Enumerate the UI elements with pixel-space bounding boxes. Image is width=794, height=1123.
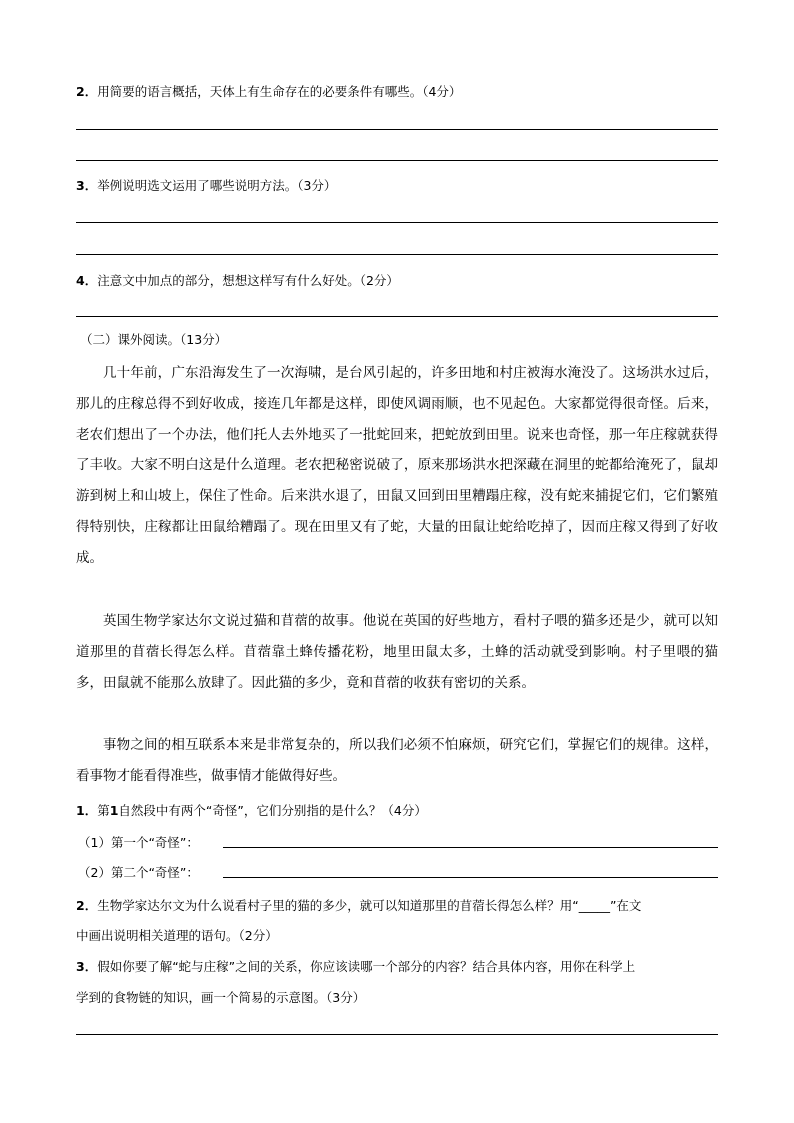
sub-question-1: （1）第一个“奇怪”： [78, 835, 199, 850]
passage-paragraph-3: 事物之间的相互联系本来是非常复杂的，所以我们必须不怕麻烦，研究它们，掌握它们的规律。这样，看事物才能看得准些，做事情才能做得好些。 [76, 737, 718, 784]
fill-line[interactable] [223, 847, 718, 848]
reading-question-1-text-b: 自然段中有两个“奇怪”，它们分别指的是什么？（4分） [118, 803, 427, 818]
passage-paragraph-2: 英国生物学家达尔文说过猫和苜蓿的故事。他说在英国的好些地方，看村子喂的猫多还是少，就可以知道那里的苜蓿长得怎么样。苜蓿靠土蜂传播花粉，地里田鼠太多，土蜂的活动就受到影响。村子里喂的猫多，田鼠就不能那么放肆了。因此猫的多少，竟和苜蓿的收获有密切的关系。 [76, 613, 718, 691]
reading-question-1-number: 1． [76, 803, 98, 818]
sub-question-2: （2）第二个“奇怪”： [78, 865, 199, 880]
reading-question-3-number: 3． [76, 959, 98, 974]
passage-paragraph-1: 几十年前，广东沿海发生了一次海啸，是台风引起的，许多田地和村庄被海水淹没了。这场洪水过后，那儿的庄稼总得不到好收成，接连几年都是这样，即使风调雨顺，也不见起色。大家都觉得很奇怪。后来，老农们想出了一个办法，他们托人去外地买了一批蛇回来，把蛇放到田里。说来也奇怪，那一年庄稼就获得了丰收。大家不明白这是什么道理。老农把秘密说破了，原来那场洪水把深藏在洞里的蛇都给淹死了，鼠却游到树上和山坡上，保住了性命。后来洪水退了，田鼠又回到田里糟蹋庄稼，没有蛇来捕捉它们，它们繁殖得特别快，庄稼都让田鼠给糟蹋了。现在田里又有了蛇，大量的田鼠让蛇给吃掉了，因而庄稼又得到了好收成。 [76, 365, 718, 566]
reading-question-3-line-2: 学到的食物链的知识，画一个简易的示意图。（3分） [76, 990, 366, 1005]
reading-question-1-text-a: 第 [97, 803, 110, 818]
reading-question-3 [76, 957, 635, 975]
question-3 [76, 176, 336, 194]
fill-line[interactable] [223, 877, 718, 878]
answer-line[interactable] [76, 316, 718, 317]
question-2 [76, 82, 461, 100]
reading-question-3-text: 假如你要了解“蛇与庄稼”之间的关系，你应该读哪一个部分的内容？结合具体内容，用你在科学上 [97, 959, 636, 974]
question-3-number: 3． [76, 178, 98, 193]
question-4-text: 注意文中加点的部分，想想这样写有什么好处。（2分） [97, 273, 399, 288]
question-2-text: 用简要的语言概括，天体上有生命存在的必要条件有哪些。（4分） [97, 84, 462, 99]
reading-question-2-text-b: ”在文 [609, 898, 642, 913]
answer-line[interactable] [76, 129, 718, 130]
answer-line[interactable] [76, 1034, 718, 1035]
reading-question-2-number: 2． [76, 898, 98, 913]
reading-question-2-text-a: 生物学家达尔文为什么说看村子里的猫的多少，就可以知道那里的苜蓿长得怎么样？用“ [97, 898, 579, 913]
section-title: （二）课外阅读。（13分） [80, 332, 228, 347]
question-4-number: 4． [76, 273, 98, 288]
reading-question-1 [76, 801, 427, 819]
underline-mark: _____ [578, 898, 610, 913]
question-4 [76, 271, 399, 289]
reading-question-2-line-2: 中画出说明相关道理的语句。（2分） [76, 928, 278, 943]
reading-question-1-paragraph-number: 1 [109, 803, 119, 818]
answer-line[interactable] [76, 160, 718, 161]
answer-line[interactable] [76, 222, 718, 223]
question-3-text: 举例说明选文运用了哪些说明方法。（3分） [97, 178, 337, 193]
answer-line[interactable] [76, 254, 718, 255]
reading-question-2 [76, 896, 641, 914]
question-2-number: 2． [76, 84, 98, 99]
